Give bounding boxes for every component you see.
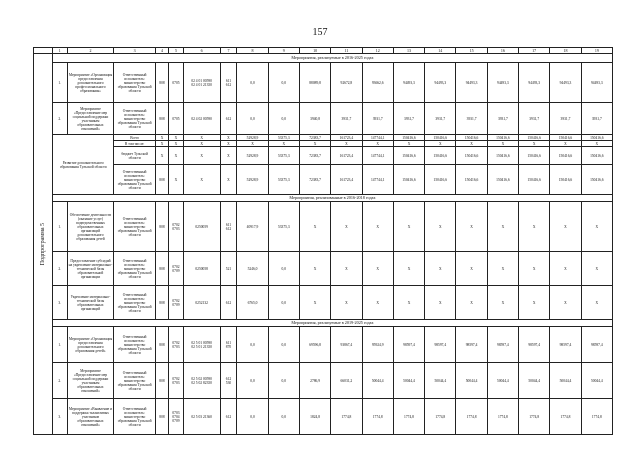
summary-code: X [183, 135, 220, 141]
value-cell: 98597,4 [550, 327, 581, 363]
value-cell: 3931,7 [456, 103, 487, 135]
side-label-cell [34, 54, 53, 435]
value-cell: 94493,3 [581, 63, 612, 103]
budget-table-sheet [33, 47, 613, 427]
value-cell: X [581, 202, 612, 252]
vr-code: 612 [220, 286, 237, 320]
value-cell: 3931,7 [581, 103, 612, 135]
value-cell: X [581, 286, 612, 320]
value-cell: X [331, 202, 362, 252]
executor-name: Ответственный исполнитель: министерство образования Тульской области [114, 252, 155, 286]
value-cell: X [393, 286, 424, 320]
value-cell: 147744,1 [362, 147, 393, 165]
rzpr-code: 0702 0703 [169, 363, 184, 399]
value-cell: 94493,3 [519, 63, 550, 103]
value-cell: 150416,6 [425, 147, 456, 165]
grbs-code: 808 [155, 252, 168, 286]
value-cell: 98597,4 [519, 327, 550, 363]
value-cell: 0,0 [268, 103, 299, 135]
value-cell: 150416,6 [581, 165, 612, 195]
value-cell: 3931,7 [425, 103, 456, 135]
csr-code: 02 5 02 00590 02 5 02 82350 [183, 363, 220, 399]
vr-code: 521 [220, 252, 237, 286]
value-cell: 95924,9 [362, 327, 393, 363]
value-cell: 52928,9 [237, 135, 268, 141]
summary-label: Всего [114, 135, 155, 141]
value-cell: 150416,6 [581, 135, 612, 141]
column-number-cell: 18 [550, 48, 581, 54]
value-cell: X [268, 141, 299, 147]
value-cell: 53375,3 [268, 147, 299, 165]
value-cell: 3931,7 [362, 103, 393, 135]
value-cell: 98597,4 [487, 327, 518, 363]
grbs-code: 808 [155, 63, 168, 103]
value-cell: 52928,9 [237, 147, 268, 165]
column-number-cell: 3 [114, 48, 155, 54]
measure-row [34, 202, 613, 252]
summary-code: X [183, 165, 220, 195]
value-cell: 0,0 [237, 103, 268, 135]
value-cell: 150416,6 [581, 147, 612, 165]
executor-name: Ответственный исполнитель: министерство образования Тульской области [114, 63, 155, 103]
vr-code: 611 612 [220, 202, 237, 252]
value-cell: 98597,4 [425, 327, 456, 363]
page-number: 157 [312, 27, 328, 38]
value-cell: 53375,3 [268, 135, 299, 141]
measure-name: Мероприятие «Организация предоставления дополнительного профессионального образования» [67, 63, 114, 103]
value-cell: 3931,7 [550, 103, 581, 135]
value-cell: X [362, 141, 393, 147]
value-cell: X [456, 252, 487, 286]
value-cell: X [299, 252, 330, 286]
summary-code: X [169, 135, 184, 141]
value-cell: 161723,4 [331, 147, 362, 165]
value-cell: 50044,4 [393, 363, 424, 399]
value-cell: 72383,7 [299, 165, 330, 195]
value-cell: X [487, 286, 518, 320]
value-cell: X [362, 202, 393, 252]
value-cell: 94493,3 [487, 63, 518, 103]
value-cell: X [550, 202, 581, 252]
csr-code: 0250059 [183, 202, 220, 252]
value-cell: 94493,3 [425, 63, 456, 103]
executor-name: Ответственный исполнитель: министерство образования Тульской области [114, 399, 155, 435]
value-cell: X [393, 252, 424, 286]
summary-code: X [155, 135, 168, 141]
value-cell: 1774,8 [581, 399, 612, 435]
value-cell: 94493,3 [456, 63, 487, 103]
csr-code: 02 4 02 00590 [183, 103, 220, 135]
value-cell: 3931,7 [487, 103, 518, 135]
value-cell: X [487, 141, 518, 147]
measure-row [34, 103, 613, 135]
value-cell: 150416,6 [393, 147, 424, 165]
row-number: 2. [53, 252, 68, 286]
measure-name: Мероприятие «Организация предоставления дополнительного образования детей» [67, 327, 114, 363]
column-number-cell: 8 [237, 48, 268, 54]
value-cell: X [550, 252, 581, 286]
value-cell: 1774,8 [393, 399, 424, 435]
section-title: Мероприятия, реализуемые в 2016-2025 годах [53, 54, 613, 63]
measure-row [34, 286, 613, 320]
value-cell: X [425, 286, 456, 320]
value-cell: 147744,1 [362, 135, 393, 141]
summary-code: X [220, 147, 237, 165]
measure-row [34, 399, 613, 435]
value-cell: 94493,3 [393, 63, 424, 103]
value-cell: X [393, 202, 424, 252]
value-cell: X [581, 141, 612, 147]
value-cell: 161723,4 [331, 135, 362, 141]
executor-name: Ответственный исполнитель: министерство образования Тульской области [114, 202, 155, 252]
value-cell: 3940,8 [299, 103, 330, 135]
section-header-row [34, 195, 613, 202]
value-cell: 3931,7 [331, 103, 362, 135]
rzpr-code: 0703 0704 0709 [169, 399, 184, 435]
value-cell: 150416,6 [456, 147, 487, 165]
value-cell: 72383,7 [299, 147, 330, 165]
value-cell: 0,0 [237, 327, 268, 363]
measure-name: Обеспечение деятельности (оказание услуг) подведомственных образовательных организаций дополнительного образования детей [67, 202, 114, 252]
value-cell: 150416,6 [425, 165, 456, 195]
column-number-cell: 15 [456, 48, 487, 54]
measure-name: Мероприятие «Предоставление мер социальной поддержки участникам образовательных отношений» [67, 363, 114, 399]
value-cell: 52928,9 [237, 165, 268, 195]
summary-code: 808 [155, 165, 168, 195]
summary-code: X [183, 147, 220, 165]
summary-row [34, 147, 613, 165]
section-header-row [34, 320, 613, 327]
vr-code: 612 [220, 103, 237, 135]
value-cell: 50044,4 [425, 363, 456, 399]
value-cell: X [362, 252, 393, 286]
column-number-cell: 9 [268, 48, 299, 54]
column-number-cell: 17 [519, 48, 550, 54]
rzpr-code: 0705 [169, 63, 184, 103]
measure-row [34, 363, 613, 399]
value-cell: 150416,6 [519, 135, 550, 141]
measure-name: Предоставление субсидий на укрепление материально-технической базы образовательной организации [67, 252, 114, 286]
value-cell: X [456, 286, 487, 320]
value-cell: 150416,6 [487, 165, 518, 195]
vr-code: 611 612 [220, 63, 237, 103]
row-number: 3. [53, 286, 68, 320]
column-number-cell: 19 [581, 48, 612, 54]
value-cell: 98597,4 [456, 327, 487, 363]
column-number-cell: 16 [487, 48, 518, 54]
vr-code: 612 [220, 399, 237, 435]
measure-name: Укрепление материально-технической базы образовательных организаций [67, 286, 114, 320]
column-number-cell: 1 [53, 48, 68, 54]
budget-table [33, 47, 613, 435]
row-number: 1. [53, 202, 68, 252]
column-number-cell: 12 [362, 48, 393, 54]
measure-row [34, 63, 613, 103]
value-cell: 150416,6 [393, 135, 424, 141]
csr-code: 0252132 [183, 286, 220, 320]
value-cell: 50044,4 [456, 363, 487, 399]
summary-code: X [220, 135, 237, 141]
value-cell: 92672,8 [331, 63, 362, 103]
rzpr-code: 0702 0709 [169, 252, 184, 286]
value-cell: 150416,6 [550, 147, 581, 165]
grbs-code: 808 [155, 327, 168, 363]
value-cell: 150416,6 [550, 165, 581, 195]
csr-code: 02 5 03 21360 [183, 399, 220, 435]
value-cell: X [331, 141, 362, 147]
summary-code: X [169, 141, 184, 147]
row-number: 3. [53, 399, 68, 435]
summary-code: X [220, 141, 237, 147]
executor-name: Ответственный исполнитель: министерство образования Тульской области [114, 327, 155, 363]
measure-row [34, 252, 613, 286]
value-cell: X [362, 286, 393, 320]
value-cell: 3931,7 [519, 103, 550, 135]
value-cell: 66031,2 [331, 363, 362, 399]
value-cell: 3931,7 [393, 103, 424, 135]
value-cell: 72383,7 [299, 135, 330, 141]
value-cell: 150416,6 [519, 165, 550, 195]
value-cell: X [487, 252, 518, 286]
column-number-cell: 14 [425, 48, 456, 54]
value-cell: 150416,6 [487, 147, 518, 165]
value-cell: 98597,4 [393, 327, 424, 363]
column-number-cell: 4 [155, 48, 168, 54]
value-cell: 50044,4 [487, 363, 518, 399]
value-cell: 1774,8 [519, 399, 550, 435]
value-cell: 40917,9 [237, 202, 268, 252]
rzpr-code: 0702 0703 [169, 202, 184, 252]
value-cell: 69596,8 [299, 327, 330, 363]
value-cell: 1774,8 [425, 399, 456, 435]
value-cell: X [456, 141, 487, 147]
value-cell: 94493,3 [550, 63, 581, 103]
value-cell: 150416,6 [487, 135, 518, 141]
value-cell: 150416,6 [456, 165, 487, 195]
value-cell: X [425, 202, 456, 252]
summary-label: В том числе: [114, 141, 155, 147]
column-number-cell: 2 [67, 48, 114, 54]
executor-name: Ответственный исполнитель: министерство образования Тульской области [114, 103, 155, 135]
value-cell: 2786,9 [299, 363, 330, 399]
value-cell: X [331, 286, 362, 320]
column-number-cell: 5 [169, 48, 184, 54]
vr-code: 612 530 [220, 363, 237, 399]
value-cell: X [393, 141, 424, 147]
value-cell: 0,0 [237, 399, 268, 435]
column-number-cell: 13 [393, 48, 424, 54]
value-cell: X [299, 141, 330, 147]
value-cell: X [519, 286, 550, 320]
section-title: Мероприятия, реализованные в 2016-2018 годах [53, 195, 613, 202]
csr-code: 02 4 01 00590 02 4 01 21350 [183, 63, 220, 103]
value-cell: 0,0 [268, 286, 299, 320]
grbs-code: 808 [155, 399, 168, 435]
value-cell: 93662,6 [362, 63, 393, 103]
value-cell: X [331, 252, 362, 286]
value-cell: 6765,0 [237, 286, 268, 320]
value-cell: X [425, 141, 456, 147]
vr-code: 611 870 [220, 327, 237, 363]
value-cell: X [237, 141, 268, 147]
grbs-code: 808 [155, 286, 168, 320]
value-cell: 53375,3 [268, 202, 299, 252]
summary-row [34, 165, 613, 195]
column-number-cell: 7 [220, 48, 237, 54]
column-number-cell: 6 [183, 48, 220, 54]
summary-code: X [169, 165, 184, 195]
value-cell: 0,0 [268, 363, 299, 399]
grbs-code: 808 [155, 363, 168, 399]
measure-name: Мероприятие «Предоставление мер социальной поддержки участникам образовательных отношений» [67, 103, 114, 135]
measure-row [34, 327, 613, 363]
value-cell: 0,0 [268, 252, 299, 286]
summary-label: Ответственный исполнитель: министерство образования Тульской области [114, 165, 155, 195]
value-cell: 150416,6 [425, 135, 456, 141]
value-cell: 0,0 [268, 63, 299, 103]
subprogram-label: Подпрограмма 5 [40, 222, 46, 266]
csr-code: 0250058 [183, 252, 220, 286]
value-cell: 1824,8 [299, 399, 330, 435]
value-cell: 161723,4 [331, 165, 362, 195]
grbs-code: 808 [155, 202, 168, 252]
value-cell: X [581, 252, 612, 286]
summary-label: бюджет Тульской области [114, 147, 155, 165]
value-cell: 0,0 [237, 363, 268, 399]
value-cell: 0,0 [268, 399, 299, 435]
value-cell: 0,0 [268, 327, 299, 363]
value-cell: 50044,4 [362, 363, 393, 399]
value-cell: 150416,6 [519, 147, 550, 165]
value-cell: X [299, 202, 330, 252]
value-cell: X [550, 141, 581, 147]
value-cell: 0,0 [237, 63, 268, 103]
column-number-cell: 11 [331, 48, 362, 54]
value-cell: 1774,8 [487, 399, 518, 435]
value-cell: X [456, 202, 487, 252]
summary-title: Развитие дополнительного образования Тульской области [53, 135, 114, 195]
measure-name: Мероприятие «Выявление и поддержка талантливых участников образовательных отношений» [67, 399, 114, 435]
executor-name: Ответственный исполнитель: министерство образования Тульской области [114, 286, 155, 320]
value-cell: 5246,0 [237, 252, 268, 286]
value-cell: 50044,4 [581, 363, 612, 399]
value-cell: 147744,1 [362, 165, 393, 195]
value-cell: 93867,4 [331, 327, 362, 363]
value-cell: X [425, 252, 456, 286]
value-cell: 1774,8 [550, 399, 581, 435]
rzpr-code: 0702 0709 [169, 286, 184, 320]
value-cell: 150416,6 [456, 135, 487, 141]
value-cell: 50044,4 [550, 363, 581, 399]
rzpr-code: 0705 [169, 103, 184, 135]
value-cell: X [487, 202, 518, 252]
section-title: Мероприятия, реализуемые в 2019-2025 годах [53, 320, 613, 327]
value-cell: X [519, 252, 550, 286]
value-cell: 150416,6 [393, 165, 424, 195]
value-cell: 1774,8 [362, 399, 393, 435]
value-cell: X [299, 286, 330, 320]
value-cell: 150416,6 [550, 135, 581, 141]
value-cell: X [550, 286, 581, 320]
value-cell: 88089,8 [299, 63, 330, 103]
value-cell: 98597,4 [581, 327, 612, 363]
value-cell: X [519, 141, 550, 147]
summary-code: X [155, 147, 168, 165]
rzpr-code: 0702 0703 [169, 327, 184, 363]
section-header-row [34, 54, 613, 63]
row-number: 1. [53, 327, 68, 363]
column-number-cell: 10 [299, 48, 330, 54]
value-cell: 53375,3 [268, 165, 299, 195]
summary-code: X [169, 147, 184, 165]
row-number: 1. [53, 63, 68, 103]
summary-code: X [183, 141, 220, 147]
summary-code: X [155, 141, 168, 147]
value-cell: 1774,8 [456, 399, 487, 435]
value-cell: X [519, 202, 550, 252]
value-cell: 1774,8 [331, 399, 362, 435]
executor-name: Ответственный исполнитель: министерство образования Тульской области [114, 363, 155, 399]
value-cell: 50044,4 [519, 363, 550, 399]
summary-code: X [220, 165, 237, 195]
csr-code: 02 5 01 00590 02 5 01 21350 [183, 327, 220, 363]
row-number: 2. [53, 363, 68, 399]
grbs-code: 808 [155, 103, 168, 135]
row-number: 2. [53, 103, 68, 135]
